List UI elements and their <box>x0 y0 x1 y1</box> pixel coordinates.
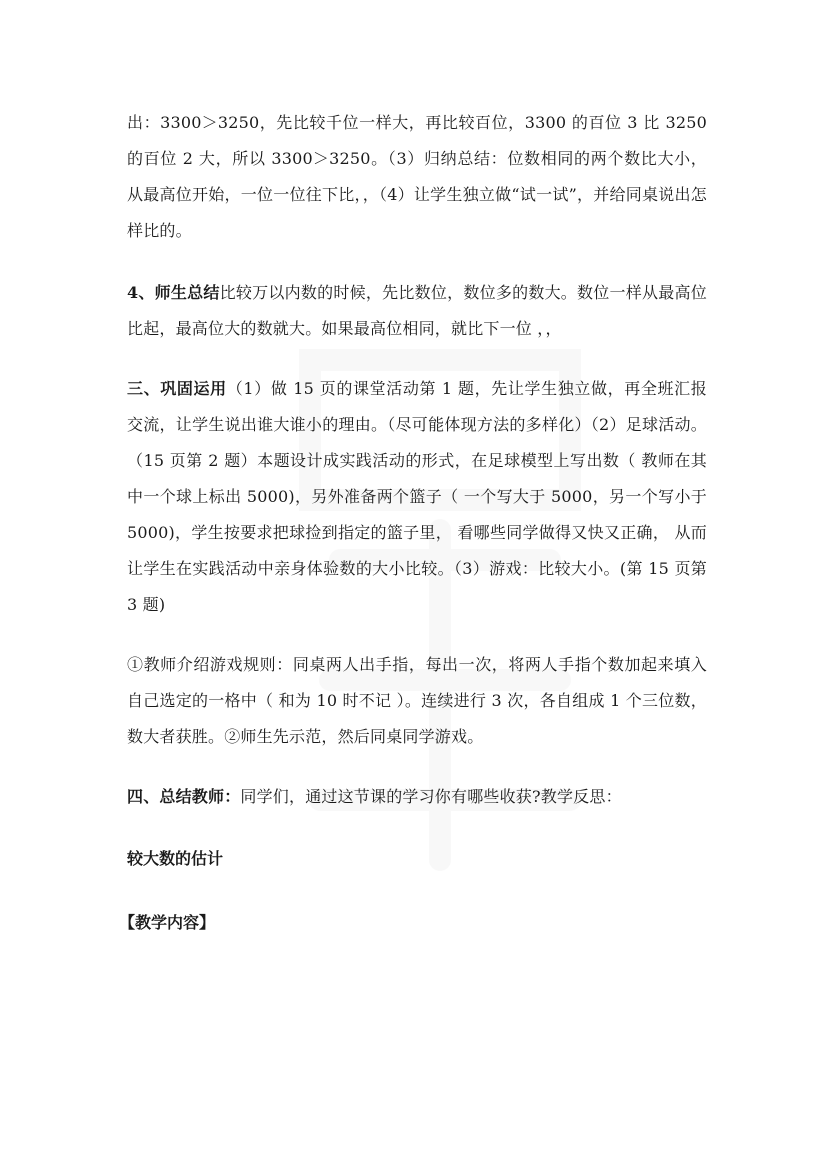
paragraph-consolidation <box>127 371 707 623</box>
paragraph-heading: 四、总结教师： <box>127 787 241 806</box>
paragraph-heading: 三、巩固运用 <box>127 379 227 398</box>
paragraph-text: 比较万以内数的时候，先比数位，数位多的数大。数位一样从最高位比起，最高位大的数就大。如果最高位相同，就比下一位 ，， <box>127 283 707 338</box>
section-title: 较大数的估计 <box>127 849 224 868</box>
paragraph-text: （1）做 15 页的课堂活动第 1 题，先让学生独立做，再全班汇报交流，让学生说出谁大谁小的理由。（尽可能体现方法的多样化）（2）足球活动。（15 页第 2 题）本题设计成实践活动的形式，在足球模型上写出数（ 教师在其中一个球上标出 5000)，另外准备两个篮子（ 一个写大于 5000，另一个写小于 5000)，学生按要求把球捡到指定的篮子里， 看哪些同学做得又快又正确， 从而让学生在实践活动中亲身体验数的大小比较。（3）游戏：比较大小。(第 15 页第 3 题) <box>127 379 707 614</box>
paragraph-comparison-example <box>127 105 707 249</box>
document-body <box>119 105 707 941</box>
paragraph-text: ①教师介绍游戏规则：同桌两人出手指，每出一次，将两人手指个数加起来填入自己选定的一格中（ 和为 10 时不记 ）。连续进行 3 次，各自组成 1 个三位数，数大者获胜。②师生先示范，然后同桌同学游戏。 <box>127 655 707 746</box>
paragraph-game-rules <box>127 647 707 755</box>
paragraph-text: 同学们，通过这节课的学习你有哪些收获?教学反思： <box>240 787 622 806</box>
paragraph-conclusion <box>127 779 707 815</box>
paragraph-heading: 4、师生总结 <box>127 283 220 302</box>
subsection-title: 【教学内容】 <box>119 913 216 932</box>
paragraph-text: 出：3300＞3250，先比较千位一样大，再比较百位，3300 的百位 3 比 3250 的百位 2 大，所以 3300＞3250。（3）归纳总结：位数相同的两个数比大小，从最高位开始，一位一位往下比，，（4）让学生独立做“试一试”，并给同桌说出怎样比的。 <box>127 113 707 240</box>
paragraph-teacher-summary <box>127 275 707 347</box>
